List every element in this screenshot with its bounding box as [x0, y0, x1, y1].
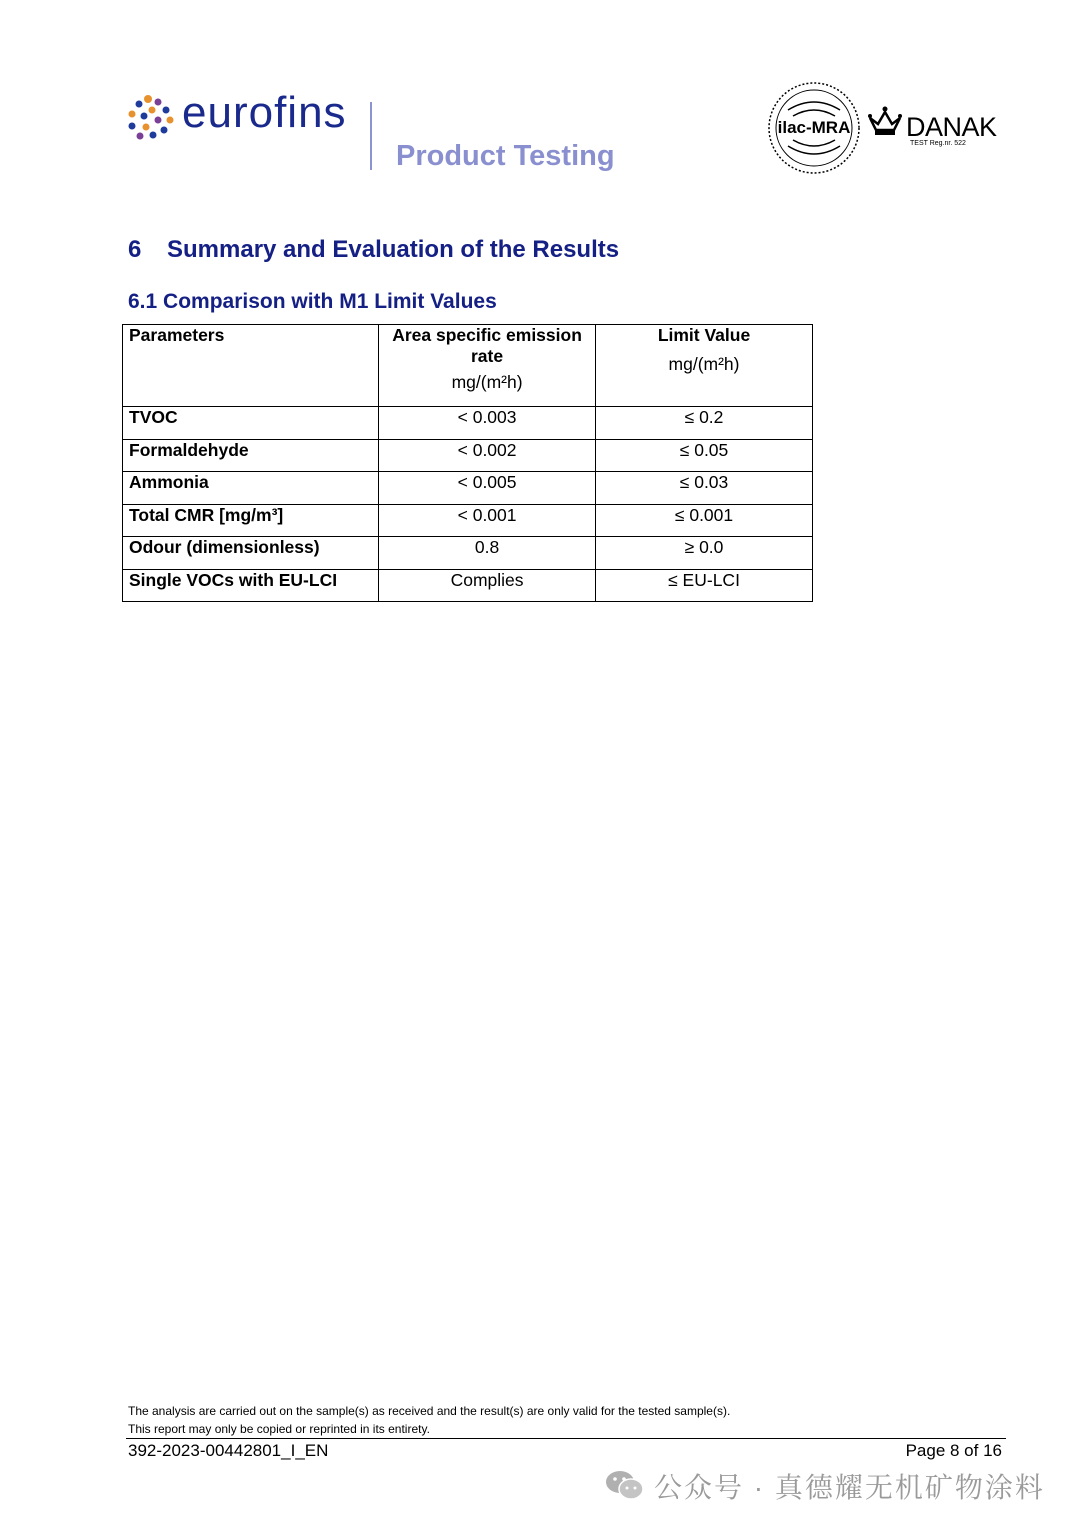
row-emission: < 0.005: [379, 472, 596, 505]
header-emission-label: Area specific emission rate: [392, 325, 582, 366]
row-limit: ≤ 0.001: [596, 504, 813, 537]
header-emission: [379, 325, 596, 407]
ilac-mra-seal: [766, 80, 862, 176]
header-parameters: [123, 325, 379, 407]
table-row: [123, 407, 813, 440]
row-parameter: Single VOCs with EU-LCI: [123, 569, 379, 602]
report-id: 392-2023-00442801_I_EN: [128, 1441, 329, 1460]
ilac-seal-text: ilac-MRA: [777, 118, 851, 137]
header-limit-label: Limit Value: [657, 325, 751, 345]
row-limit: ≥ 0.0: [596, 537, 813, 570]
table-row: [123, 504, 813, 537]
row-parameter: Odour (dimensionless): [123, 537, 379, 570]
footer-divider: [126, 1438, 1006, 1439]
page-number: Page 8 of 16: [905, 1441, 1002, 1460]
row-emission: 0.8: [379, 537, 596, 570]
row-parameter: Ammonia: [123, 472, 379, 505]
row-emission: Complies: [379, 569, 596, 602]
wechat-icon: [604, 1468, 646, 1502]
row-emission: < 0.002: [379, 439, 596, 472]
header-limit-unit: mg/(m²h): [668, 354, 740, 374]
table-row: [123, 439, 813, 472]
results-table: [122, 324, 813, 602]
table-header-row: [123, 325, 813, 407]
header-emission-unit: mg/(m²h): [451, 372, 523, 392]
watermark-text: 公众号 · 真德耀无机矿物涂料: [654, 1472, 1045, 1503]
eurofins-logo-mark: [126, 94, 174, 140]
division-name: Product Testing: [396, 140, 615, 172]
row-limit: ≤ 0.05: [596, 439, 813, 472]
header-parameters-label: Parameters: [129, 325, 225, 345]
subsection-title: 6.1 Comparison with M1 Limit Values: [128, 290, 497, 313]
section-number: 6: [128, 236, 142, 263]
brand-wordmark: eurofins: [182, 88, 347, 137]
row-limit: ≤ EU-LCI: [596, 569, 813, 602]
row-parameter: Formaldehyde: [123, 439, 379, 472]
table-row: [123, 472, 813, 505]
row-parameter: TVOC: [123, 407, 379, 440]
row-limit: ≤ 0.2: [596, 407, 813, 440]
header-limit: [596, 325, 813, 407]
row-emission: < 0.003: [379, 407, 596, 440]
logo-divider: [370, 102, 372, 170]
table-row: [123, 569, 813, 602]
row-limit: ≤ 0.03: [596, 472, 813, 505]
footer-note-copy: This report may only be copied or reprinted in its entirety.: [128, 1422, 430, 1436]
danak-wordmark: DANAK: [906, 112, 997, 142]
row-parameter: Total CMR [mg/m³]: [123, 504, 379, 537]
footer-note-validity: The analysis are carried out on the sample(s) as received and the result(s) are only valid for the tested sample(s).: [128, 1404, 731, 1418]
row-emission: < 0.001: [379, 504, 596, 537]
table-row: [123, 537, 813, 570]
danak-crown-icon: [866, 104, 904, 140]
danak-registration: TEST Reg.nr. 522: [910, 140, 966, 147]
section-title: Summary and Evaluation of the Results: [167, 236, 620, 263]
